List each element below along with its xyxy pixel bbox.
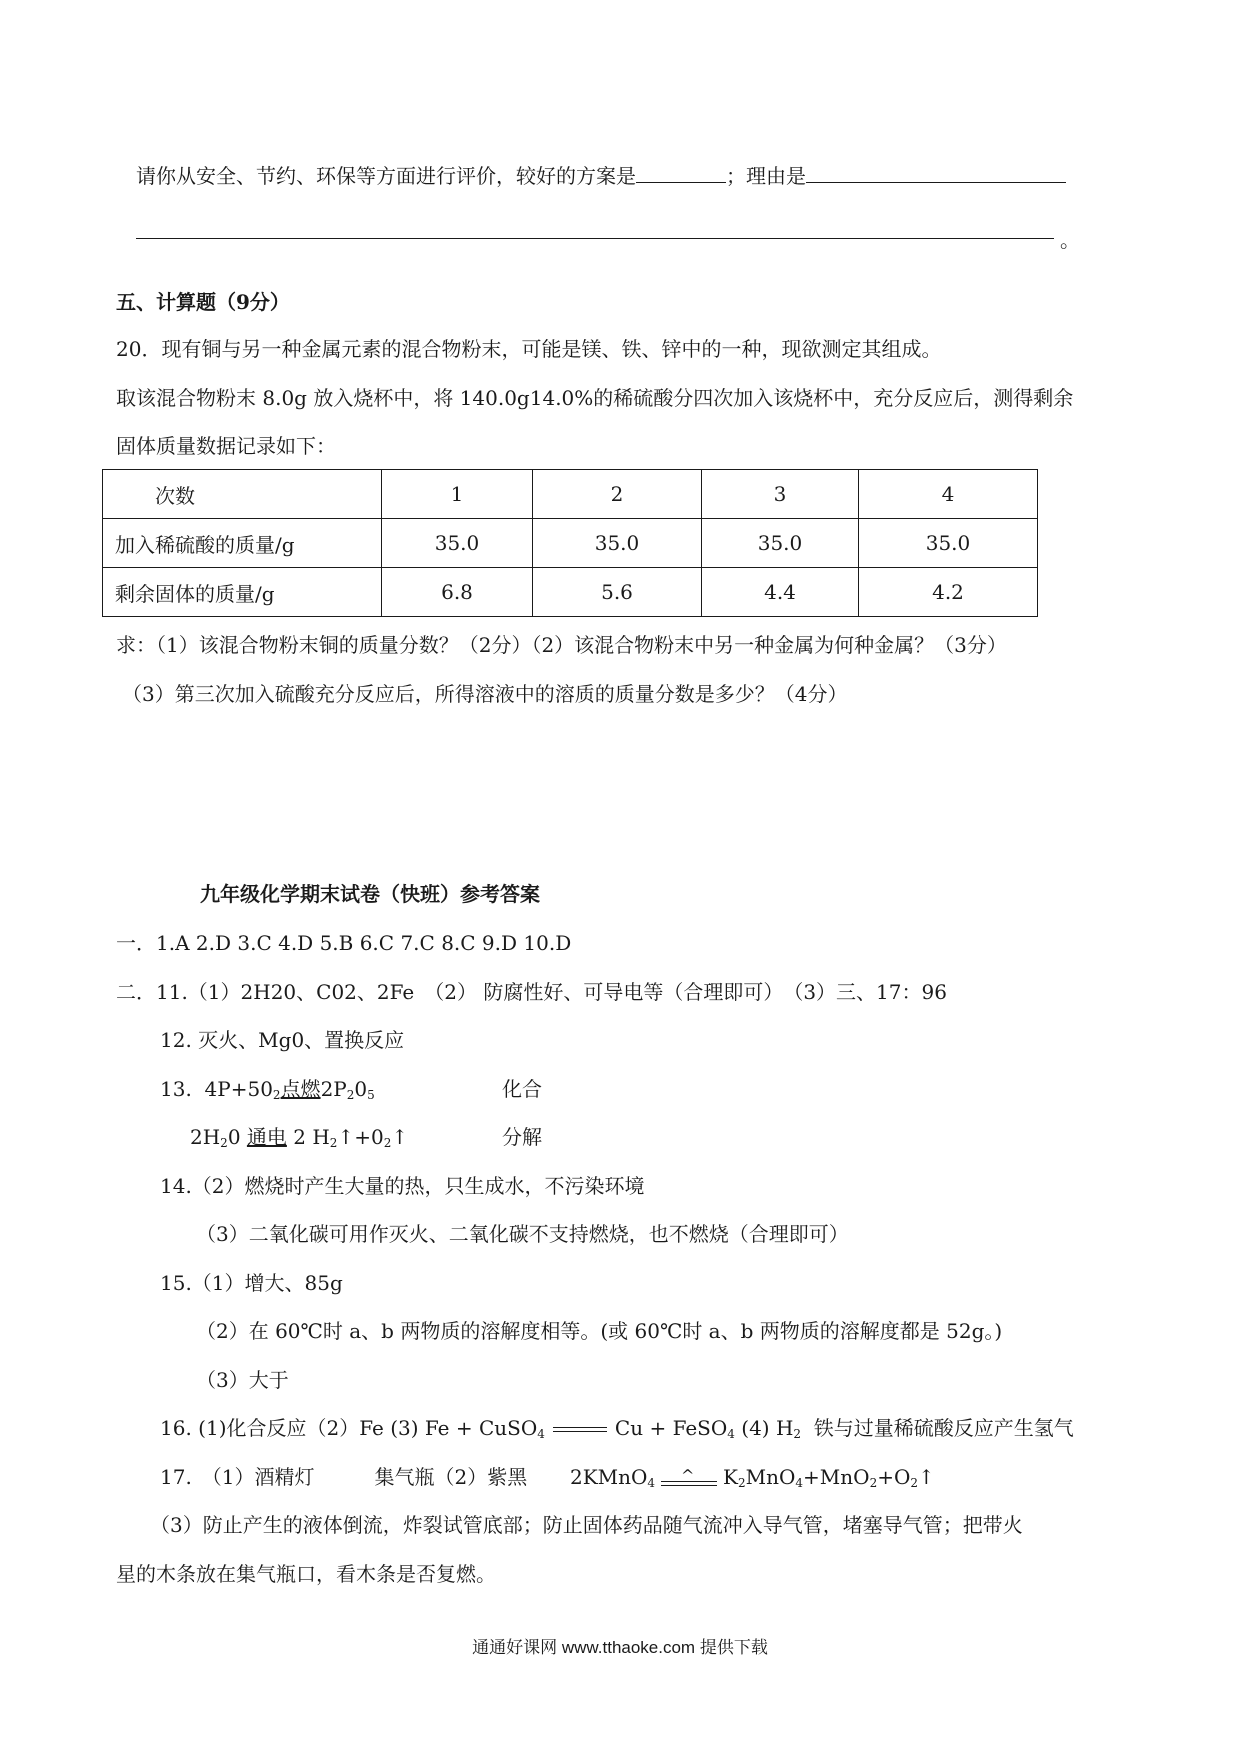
table-cell: 4.2	[859, 568, 1038, 617]
table-cell: 2	[533, 470, 702, 519]
question-ask-1: 求：（1）该混合物粉末铜的质量分数？（2分）（2）该混合物粉末中另一种金属为何种金属？（3分）	[116, 633, 1007, 657]
reaction-condition: 点燃	[280, 1077, 321, 1101]
answer-14-1: 14.（2）燃烧时产生大量的热，只生成水，不污染环境	[160, 1174, 645, 1198]
answer-blank-scheme	[636, 162, 726, 183]
heating-condition-icon: ^	[661, 1468, 717, 1490]
answers-title: 九年级化学期末试卷（快班）参考答案	[200, 882, 540, 906]
table-header-row	[103, 470, 1038, 519]
table-cell: 1	[382, 470, 533, 519]
reaction-condition: 通电	[246, 1125, 287, 1149]
table-cell: 次数	[103, 470, 382, 519]
answer-blank-reason-continued	[136, 238, 1054, 239]
end-mark: 。	[1060, 228, 1080, 252]
answer-16: 16. (1)化合反应（2）Fe (3) Fe + CuSO$_4$ Cu + FeSO$_4$ (4) $H_2$ 铁与过量稀硫酸反应产生氢气	[160, 1416, 1074, 1441]
eval-reason-label: ；理由是	[726, 164, 806, 188]
answer-17: 17. （1）酒精灯 集气瓶（2）紫黑 2KMnO$_4$ ^ $K_2MnO_4+MnO_2+O_2↑$	[160, 1465, 935, 1490]
answer-12: 12. 灭火、Mg0、置换反应	[160, 1028, 405, 1052]
question-ask-2: （3）第三次加入硫酸充分反应后，所得溶液中的溶质的质量分数是多少？（4分）	[122, 682, 848, 706]
section-title: 五、计算题（9分）	[116, 290, 290, 314]
equals-sign-icon	[553, 1427, 607, 1432]
eval-prompt-line	[136, 162, 1066, 190]
table-row	[103, 519, 1038, 568]
answer-13-type-1: 化合	[502, 1077, 542, 1101]
question-20-line3: 固体质量数据记录如下：	[116, 434, 336, 458]
answer-17-3-line2: 星的木条放在集气瓶口，看木条是否复燃。	[116, 1562, 496, 1586]
answer-15-1: 15.（1）增大、85g	[160, 1271, 343, 1295]
answer-blank-reason	[806, 162, 1066, 183]
table-cell: 剩余固体的质量/g	[103, 568, 382, 617]
table-cell: 35.0	[702, 519, 859, 568]
table-cell: 35.0	[859, 519, 1038, 568]
table-cell: 5.6	[533, 568, 702, 617]
table-row	[103, 568, 1038, 617]
answer-13-type-2: 分解	[502, 1125, 542, 1149]
footer-download-note: 通通好课网 www.tthaoke.com 提供下载	[472, 1638, 768, 1657]
answer-13-equation-1: 13. $4P+50_2$点燃$2P_20_5$	[160, 1077, 375, 1102]
answer-14-2: （3）二氧化碳可用作灭火、二氧化碳不支持燃烧，也不燃烧（合理即可）	[196, 1222, 849, 1246]
question-20-line2: 取该混合物粉末 8.0g 放入烧杯中，将 140.0g14.0%的稀硫酸分四次加入该烧杯中，充分反应后，测得剩余	[116, 386, 1074, 410]
answer-13-equation-2: $2H_20$ 通电 2 $H_2↑+0_2↑$	[190, 1125, 409, 1150]
table-cell: 35.0	[382, 519, 533, 568]
table-cell: 3	[702, 470, 859, 519]
answer-part-1: 一．1.A 2.D 3.C 4.D 5.B 6.C 7.C 8.C 9.D 10.D	[116, 931, 572, 955]
question-20-line1: 20．现有铜与另一种金属元素的混合物粉末，可能是镁、铁、锌中的一种，现欲测定其组成。	[116, 337, 942, 361]
table-cell: 4	[859, 470, 1038, 519]
table-cell: 6.8	[382, 568, 533, 617]
eval-prompt-text: 请你从安全、节约、环保等方面进行评价，较好的方案是	[136, 164, 636, 188]
table-cell: 35.0	[533, 519, 702, 568]
table-cell: 加入稀硫酸的质量/g	[103, 519, 382, 568]
answer-15-3: （3）大于	[196, 1368, 289, 1392]
answer-15-2: （2）在 60℃时 a、b 两物质的溶解度相等。(或 60℃时 a、b 两物质的溶解度都是 52g。)	[196, 1319, 1003, 1343]
answer-17-3-line1: （3）防止产生的液体倒流，炸裂试管底部；防止固体药品随气流冲入导气管，堵塞导气管；把带火	[150, 1513, 1023, 1537]
data-table	[102, 469, 1038, 617]
table-cell: 4.4	[702, 568, 859, 617]
answer-11: 二．11.（1）2H20、C02、2Fe （2） 防腐性好、可导电等（合理即可） （3）三、17：96	[116, 980, 947, 1004]
